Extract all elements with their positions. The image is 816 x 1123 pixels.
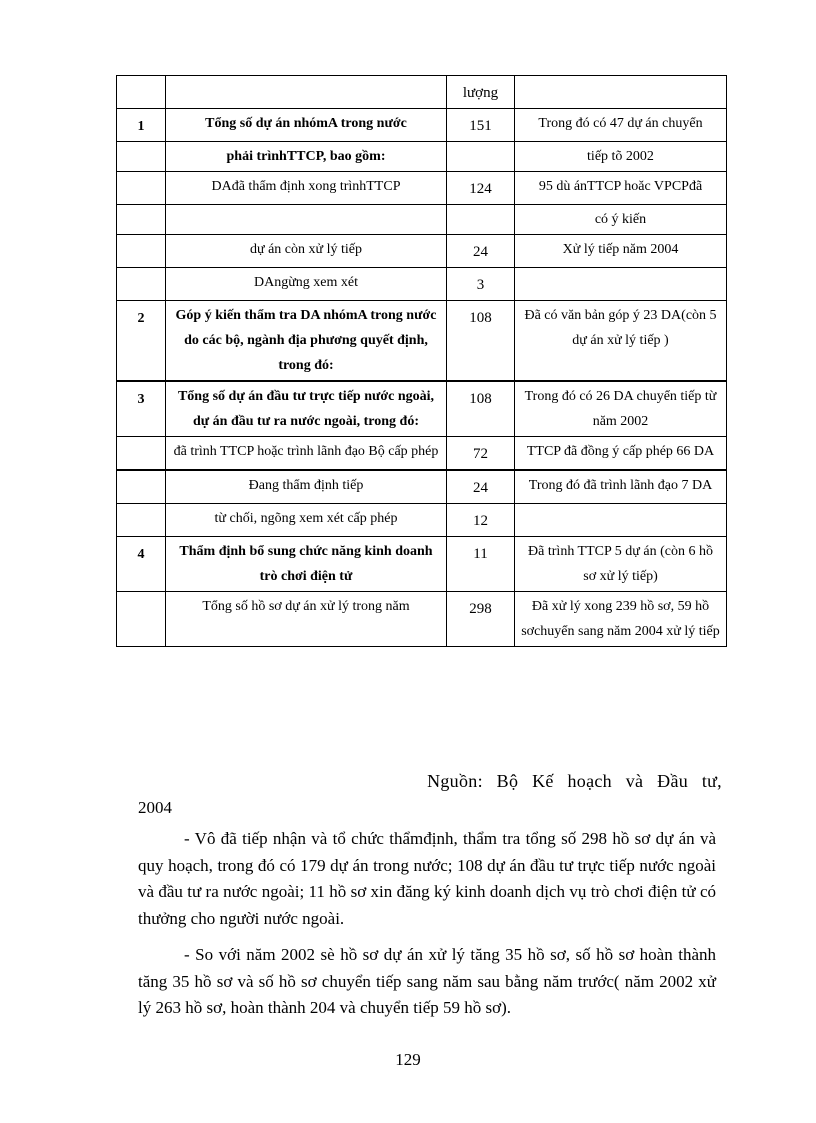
row-content: đã trình TTCP hoặc trình lãnh đạo Bộ cấp phép <box>166 437 447 471</box>
table-row <box>117 109 727 142</box>
row-content: phải trìnhTTCP, bao gồm: <box>166 142 447 172</box>
table-row <box>117 301 727 382</box>
row-content: DAngừng xem xét <box>166 268 447 301</box>
row-note: Xử lý tiếp năm 2004 <box>515 235 727 268</box>
row-content: Tổng số dự án nhómA trong nước <box>166 109 447 142</box>
table-row <box>117 268 727 301</box>
table-row <box>117 437 727 471</box>
row-number <box>117 592 166 647</box>
row-number <box>117 268 166 301</box>
row-content: Tổng số dự án đầu tư trực tiếp nước ngoài, dự án đầu tư ra nước ngoài, trong đó: <box>166 381 447 437</box>
row-content: Góp ý kiến thẩm tra DA nhómA trong nước do các bộ, ngành địa phương quyết định, trong đó: <box>166 301 447 382</box>
row-note <box>515 504 727 537</box>
table-row <box>117 205 727 235</box>
row-quantity: lượng <box>447 76 515 109</box>
row-note: Đã trình TTCP 5 dự án (còn 6 hồ sơ xử lý tiếp) <box>515 537 727 592</box>
row-note: Đã xử lý xong 239 hồ sơ, 59 hồ sơchuyển sang năm 2004 xử lý tiếp <box>515 592 727 647</box>
table-row <box>117 537 727 592</box>
page-number: 129 <box>395 1050 421 1069</box>
row-quantity: 72 <box>447 437 515 471</box>
table-row <box>117 381 727 437</box>
paragraph-1-text: - Vô đã tiếp nhận và tổ chức thẩmđịnh, thẩm tra tổng số 298 hồ sơ dự án và quy hoạch, trong đó có 179 dự án trong nước; 108 dự án đầu tư trực tiếp nước ngoài và đầu tư ra nước ngoài; 11 hồ sơ xin đăng ký kinh doanh dịch vụ trò chơi điện tử có thưởng cho người nước ngoài. <box>138 829 716 928</box>
row-quantity: 11 <box>447 537 515 592</box>
table-row <box>117 172 727 205</box>
paragraph-2 <box>138 942 716 1022</box>
row-number: 3 <box>117 381 166 437</box>
row-content: từ chối, ngõng xem xét cấp phép <box>166 504 447 537</box>
paragraph-2-text: - So với năm 2002 sè hồ sơ dự án xử lý tăng 35 hồ sơ, số hồ sơ hoàn thành tăng 35 hồ sơ và số hồ sơ chuyển tiếp sang năm sau bằng năm trước( năm 2002 xử lý 263 hồ sơ, hoàn thành 204 và chuyển tiếp 59 hồ sơ). <box>138 945 716 1017</box>
row-quantity: 108 <box>447 301 515 382</box>
table-row <box>117 592 727 647</box>
row-content: Thẩm định bổ sung chức năng kinh doanh trò chơi điện tử <box>166 537 447 592</box>
row-number <box>117 437 166 471</box>
row-quantity: 3 <box>447 268 515 301</box>
row-note <box>515 76 727 109</box>
row-number <box>117 504 166 537</box>
table-row <box>117 142 727 172</box>
row-note: Trong đó đã trình lãnh đạo 7 DA <box>515 470 727 504</box>
table-row <box>117 76 727 109</box>
row-note: 95 dù ánTTCP hoăc VPCPđã <box>515 172 727 205</box>
project-table <box>116 75 727 647</box>
row-content: dự án còn xử lý tiếp <box>166 235 447 268</box>
row-number <box>117 172 166 205</box>
row-note: Đã có văn bản góp ý 23 DA(còn 5 dự án xử lý tiếp ) <box>515 301 727 382</box>
table-row <box>117 470 727 504</box>
row-quantity: 24 <box>447 470 515 504</box>
row-number <box>117 142 166 172</box>
project-table-body <box>117 76 727 647</box>
table-row <box>117 235 727 268</box>
row-quantity: 12 <box>447 504 515 537</box>
row-quantity: 151 <box>447 109 515 142</box>
row-quantity: 108 <box>447 381 515 437</box>
row-quantity: 24 <box>447 235 515 268</box>
row-content <box>166 205 447 235</box>
row-number <box>117 205 166 235</box>
row-number <box>117 235 166 268</box>
row-quantity <box>447 142 515 172</box>
row-content: DAđã thẩm định xong trìnhTTCP <box>166 172 447 205</box>
row-number <box>117 470 166 504</box>
source-citation: Nguồn: Bộ Kế hoạch và Đầu tư, <box>427 771 722 791</box>
paragraph-1 <box>138 826 716 932</box>
row-note: TTCP đã đồng ý cấp phép 66 DA <box>515 437 727 471</box>
source-year: 2004 <box>138 798 172 817</box>
row-note: Trong đó có 47 dự án chuyển <box>515 109 727 142</box>
row-content: Tổng số hồ sơ dự án xử lý trong năm <box>166 592 447 647</box>
row-quantity: 124 <box>447 172 515 205</box>
row-number: 2 <box>117 301 166 382</box>
row-quantity: 298 <box>447 592 515 647</box>
row-note: có ý kiến <box>515 205 727 235</box>
row-content <box>166 76 447 109</box>
row-note: Trong đó có 26 DA chuyển tiếp từ năm 2002 <box>515 381 727 437</box>
row-quantity <box>447 205 515 235</box>
row-number: 4 <box>117 537 166 592</box>
row-number <box>117 76 166 109</box>
row-note <box>515 268 727 301</box>
row-content: Đang thẩm định tiếp <box>166 470 447 504</box>
row-note: tiếp tõ 2002 <box>515 142 727 172</box>
row-number: 1 <box>117 109 166 142</box>
table-row <box>117 504 727 537</box>
